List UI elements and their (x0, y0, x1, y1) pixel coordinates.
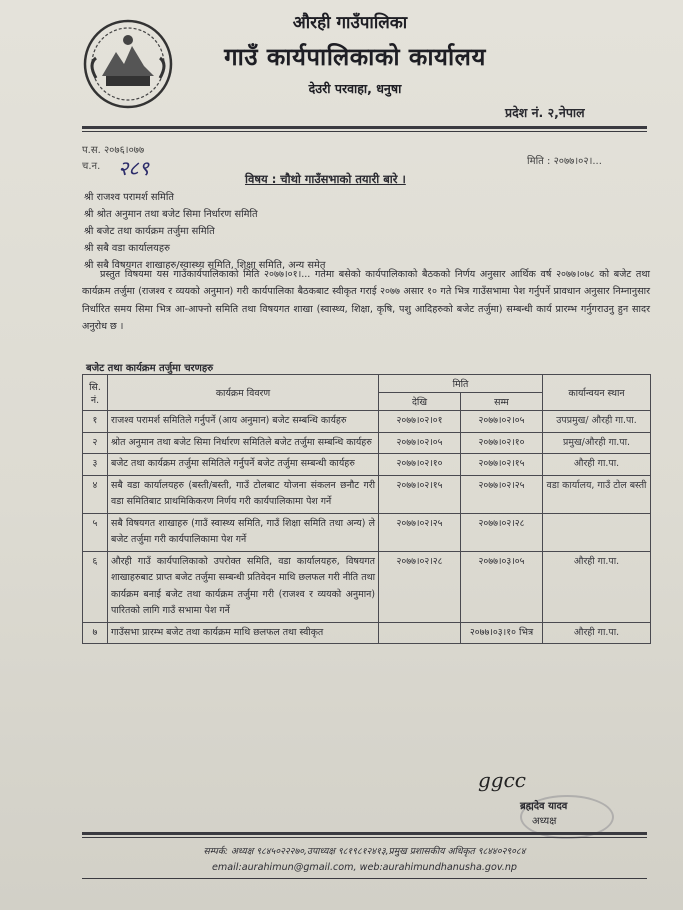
row-description: औरही गाउँ कार्यपालिकाको उपरोक्त समिति, वडा कार्यालयहरु, विषयगत शाखाहरुबाट प्राप्त बजेट तर्जुमा सम्बन्धी प्रतिवेदन माथि छलफल गरी नीति तथा कार्यक्रम बनाई बजेट तथा कार्यक्रम तर्जुमा गरी (राजश्व र व्ययको अनुमान) पारितको लागि गाउँ सभामा पेश गर्ने (108, 551, 379, 622)
row-from (379, 622, 461, 644)
signatory-title: अध्यक्ष (532, 816, 557, 827)
row-responsible: उपप्रमुख/ औरही गा.पा. (543, 411, 651, 433)
row-responsible: औरही गा.पा. (543, 551, 651, 622)
table-row (83, 454, 651, 476)
recipient-line: श्री सबै वडा कार्यालयहरु (84, 243, 170, 254)
letter-body: प्रस्तुत विषयमा यस गाउँकार्यपालिकाको मिति २०७७।०१।... गतेमा बसेको कार्यपालिकाको बैठकको निर्णय अनुसार आर्थिक वर्ष २०७७।०७८ को बजेट तथा कार्यक्रम तर्जुमा (राजश्व र व्ययको अनुमान) गरी कार्यपालिका बैठकबाट स्वीकृत गराई २०७७ असार १० गते भित्र गाउँसभामा पेश गर्नुपर्ने प्रावधान अनुसार निम्नानुसार निर्धारित समय सिमा भित्र आ-आफ्नो समिति तथा विषयगत शाखा (स्वास्थ्य, शिक्षा, कृषि, पशु आदिहरुको बजेट तर्जुमा) सम्बन्धी कार्य प्रारम्भ गर्नुगराउनु हुन सादर अनुरोध छ । (82, 269, 650, 333)
header-to: सम्म (461, 393, 543, 411)
section-title: बजेट तथा कार्यक्रम तर्जुमा चरणहरु (86, 363, 214, 374)
row-serial: ७ (83, 622, 108, 644)
row-to: २०७७।०२।१० (461, 432, 543, 454)
row-to: २०७७।०२।०५ (461, 411, 543, 433)
table-row (83, 622, 651, 644)
municipality-name: औरही गाउँपालिका (292, 13, 408, 33)
row-to: २०७७।०३।१० भित्र (461, 622, 543, 644)
header-responsible: कार्यान्वयन स्थान (543, 375, 651, 411)
row-responsible: औरही गा.पा. (543, 622, 651, 644)
row-from: २०७७।०२।२८ (379, 551, 461, 622)
recipient-line: श्री राजश्व परामर्श समिति (84, 192, 175, 203)
province-label: प्रदेश नं. २,नेपाल (505, 105, 585, 120)
table-row (83, 513, 651, 551)
header-serial: सि. नं. (83, 375, 108, 411)
subject-line: विषय : चौथो गाउँसभाको तयारी बारे । (245, 172, 406, 186)
row-responsible: औरही गा.पा. (543, 454, 651, 476)
row-responsible (543, 513, 651, 551)
table-row (83, 432, 651, 454)
row-serial: १ (83, 411, 108, 433)
recipient-line: श्री सबै विषयगत शाखाहरु/स्वास्थ्य समिति, शिक्षा समिति, अन्य समेत (84, 260, 326, 271)
dispatch-label: च.न. (82, 161, 101, 172)
contact-email-web: email:aurahimun@gmail.com, web:aurahimundhanusha.gov.np (212, 862, 517, 873)
dispatch-number: २८९ (118, 156, 150, 180)
row-to: २०७७।०३।०५ (461, 551, 543, 622)
signatory-name: ब्रह्मदेव यादव (520, 801, 568, 812)
row-from: २०७७।०२।२५ (379, 513, 461, 551)
handwritten-signature: ggcc (478, 768, 527, 792)
row-from: २०७७।०२।१० (379, 454, 461, 476)
footer-divider-bottom (82, 878, 647, 879)
recipient-line: श्री बजेट तथा कार्यक्रम तर्जुमा समिति (84, 226, 215, 237)
row-serial: ४ (83, 475, 108, 513)
row-description: गाउँसभा प्रारम्भ बजेट तथा कार्यक्रम माथि छलफल तथा स्वीकृत (108, 622, 379, 644)
row-description: बजेट तथा कार्यक्रम तर्जुमा समितिले गर्नुपर्ने बजेट तर्जुमा सम्बन्धी कार्यहरु (108, 454, 379, 476)
office-address: देउरी परवाहा, धनुषा (308, 81, 402, 96)
schedule-table (82, 374, 651, 644)
footer-divider-thin (82, 837, 647, 838)
row-serial: ६ (83, 551, 108, 622)
fiscal-year-reference: प.स. २०७६।०७७ (82, 145, 145, 156)
row-to: २०७७।०२।१५ (461, 454, 543, 476)
row-description: सबै वडा कार्यालयहरु (बस्ती/बस्ती, गाउँ टोलबाट योजना संकलन छनौट गरी वडा समितिबाट प्राथमिकिकरण निर्णय गरी कार्यपालिकामा पेश गर्ने (108, 475, 379, 513)
header-divider (82, 126, 647, 129)
recipient-line: श्री श्रोत अनुमान तथा बजेट सिमा निर्धारण समिति (84, 209, 258, 220)
row-description: श्रोत अनुमान तथा बजेट सिमा निर्धारण समितिले बजेट तर्जुमा सम्बन्धि कार्यहरु (108, 432, 379, 454)
row-to: २०७७।०२।२८ (461, 513, 543, 551)
contact-numbers: सम्पर्क: अध्यक्ष ९८४५०२२२७०,उपाध्यक्ष ९८१९८१२४१३,प्रमुख प्रशासकीय अधिकृत ९८४४०२९०८४ (203, 846, 526, 857)
header-divider-thin (82, 131, 647, 132)
header-description: कार्यक्रम विवरण (108, 375, 379, 411)
municipality-emblem-icon (82, 18, 174, 110)
row-from: २०७७।०२।०५ (379, 432, 461, 454)
row-from: २०७७।०२।०१ (379, 411, 461, 433)
row-description: सबै विषयगत शाखाहरु (गाउँ स्वास्थ्य समिति, गाउँ शिक्षा समिति तथा अन्य) ले बजेट तर्जुमा गरी कार्यपालिकामा पेश गर्ने (108, 513, 379, 551)
row-from: २०७७।०२।१५ (379, 475, 461, 513)
footer-divider (82, 832, 647, 835)
header-date: मिति (379, 375, 543, 393)
row-serial: ३ (83, 454, 108, 476)
row-responsible: वडा कार्यालय, गाउँ टोल बस्ती (543, 475, 651, 513)
office-title: गाउँ कार्यपालिकाको कार्यालय (224, 43, 486, 71)
row-serial: ५ (83, 513, 108, 551)
row-to: २०७७।०२।२५ (461, 475, 543, 513)
table-row (83, 551, 651, 622)
header-from: देखि (379, 393, 461, 411)
row-responsible: प्रमुख/औरही गा.पा. (543, 432, 651, 454)
row-serial: २ (83, 432, 108, 454)
table-row (83, 411, 651, 433)
table-row (83, 475, 651, 513)
date-field: मिति : २०७७।०२।... (527, 156, 602, 167)
row-description: राजश्व परामर्श समितिले गर्नुपर्ने (आय अनुमान) बजेट सम्बन्धि कार्यहरु (108, 411, 379, 433)
